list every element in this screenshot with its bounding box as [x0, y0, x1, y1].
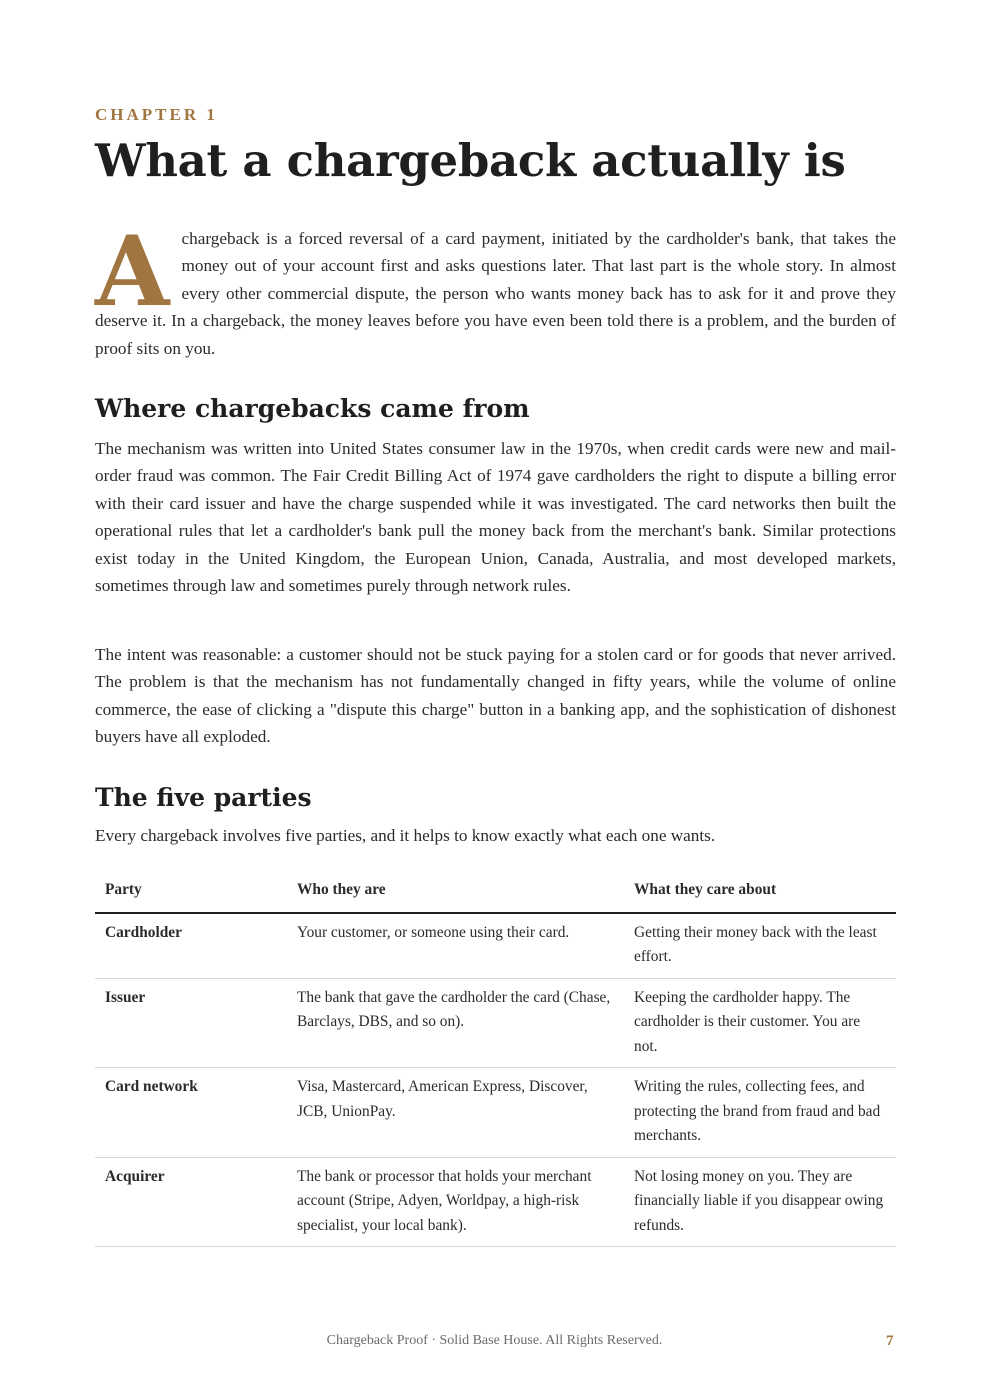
- party-concern: Getting their money back with the least effort.: [624, 913, 896, 979]
- party-name: Acquirer: [95, 1157, 287, 1247]
- table-row: [95, 978, 896, 1068]
- parties-intro: Every chargeback involves five parties, and it helps to know exactly what each one wants.: [95, 826, 716, 845]
- table-row: [95, 1068, 896, 1158]
- party-concern: Not losing money on you. They are financially liable if you disappear owing refunds.: [624, 1157, 896, 1247]
- table-row: [95, 1157, 896, 1247]
- party-description: The bank that gave the cardholder the card (Chase, Barclays, DBS, and so on).: [287, 978, 624, 1068]
- drop-cap: A: [95, 215, 170, 328]
- intro-paragraph: [95, 215, 896, 362]
- column-header-party: Party: [95, 872, 287, 913]
- party-name: Card network: [95, 1068, 287, 1158]
- section-heading-history: Where chargebacks came from: [95, 394, 530, 423]
- history-paragraph-1: The mechanism was written into United States consumer law in the 1970s, when credit cards were new and mail-order fraud was common. The Fair Credit Billing Act of 1974 gave cardholders the right to dispute a billing error with their card issuer and have the charge suspended while it was investigated. The card networks then built the operational rules that let a cardholder's bank pull the money back from the merchant's bank. Similar protections exist today in the United Kingdom, the European Union, Canada, Australia, and most developed markets, sometimes through law and sometimes purely through network rules.: [95, 439, 896, 596]
- page-number: 7: [886, 1333, 894, 1349]
- party-description: Visa, Mastercard, American Express, Discover, JCB, UnionPay.: [287, 1068, 624, 1158]
- table-row: [95, 913, 896, 979]
- parties-table: [95, 872, 896, 1247]
- party-description: Your customer, or someone using their card.: [287, 913, 624, 979]
- chapter-label: CHAPTER 1: [95, 105, 218, 124]
- footer-text: Chargeback Proof · Solid Base House. All Rights Reserved.: [326, 1333, 663, 1348]
- party-name: Issuer: [95, 978, 287, 1068]
- section-heading-parties: The five parties: [95, 783, 312, 812]
- chapter-title: What a chargeback actually is: [95, 134, 846, 187]
- table-header-row: [95, 872, 896, 913]
- intro-text: chargeback is a forced reversal of a card payment, initiated by the cardholder's bank, that takes the money out of your account first and asks questions later. That last part is the whole story. In almost every other commercial dispute, the person who wants money back has to ask for it and prove they deserve it. In a chargeback, the money leaves before you have even been told there is a problem, and the burden of proof sits on you.: [95, 229, 896, 358]
- party-name: Cardholder: [95, 913, 287, 979]
- history-paragraph-2: The intent was reasonable: a customer should not be stuck paying for a stolen card or for goods that never arrived. The problem is that the mechanism has not fundamentally changed in fifty years, while the volume of online commerce, the ease of clicking a "dispute this charge" button in a banking app, and the sophistication of dishonest buyers have all exploded.: [95, 645, 896, 747]
- column-header-who: Who they are: [287, 872, 624, 913]
- column-header-care: What they care about: [624, 872, 896, 913]
- party-concern: Writing the rules, collecting fees, and protecting the brand from fraud and bad merchants.: [624, 1068, 896, 1158]
- party-description: The bank or processor that holds your merchant account (Stripe, Adyen, Worldpay, a high-risk specialist, your local bank).: [287, 1157, 624, 1247]
- party-concern: Keeping the cardholder happy. The cardholder is their customer. You are not.: [624, 978, 896, 1068]
